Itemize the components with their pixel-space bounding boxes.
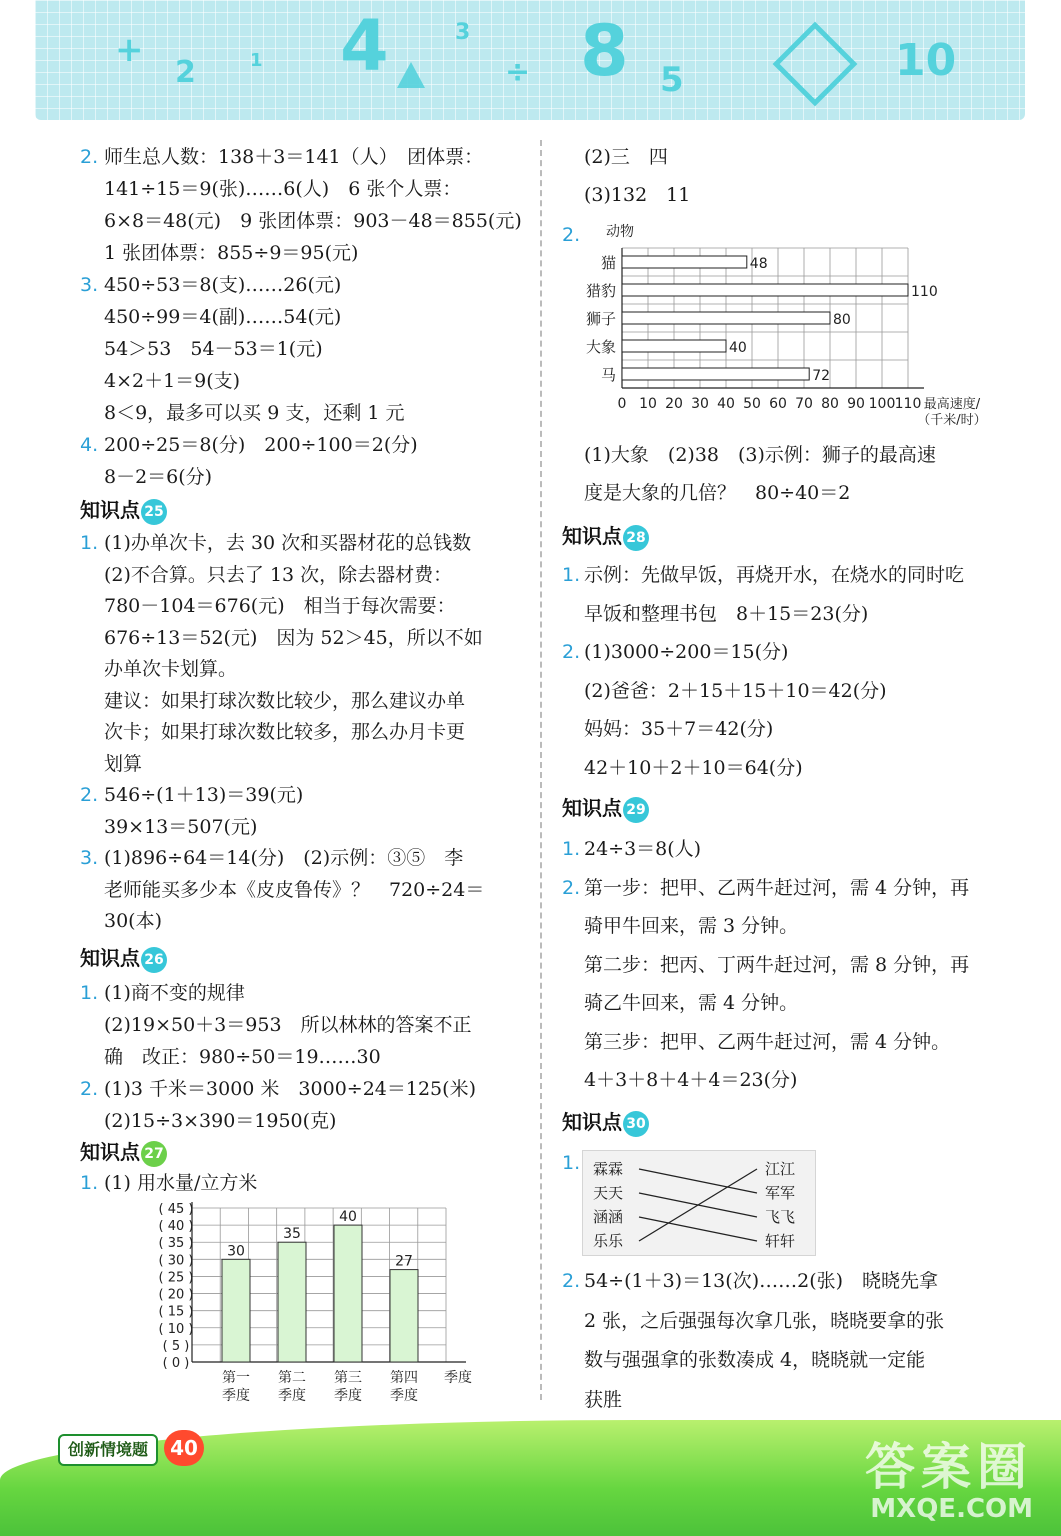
watermark bbox=[865, 1440, 1033, 1524]
answer-line: (1)大象 (2)38 (3)示例：狮子的最高速 bbox=[584, 444, 936, 466]
bar bbox=[622, 340, 726, 352]
match-right-4: 轩轩 bbox=[765, 1232, 796, 1250]
section-heading-label: 知识点 bbox=[562, 796, 622, 820]
match-right-1: 江江 bbox=[765, 1160, 796, 1178]
y-tick-label: ( 40 ) bbox=[158, 1219, 194, 1235]
answer-line: 450÷99＝4(副)……54(元) bbox=[104, 306, 342, 328]
answer-line: 度是大象的几倍？ 80÷40＝2 bbox=[584, 482, 851, 504]
x-tick-label: 0 bbox=[617, 396, 627, 412]
section-number-badge: 26 bbox=[141, 947, 167, 973]
y-tick-label: 猎豹 bbox=[585, 282, 616, 300]
answer-line: 42＋10＋2＋10＝64(分) bbox=[584, 756, 803, 779]
item-number: 2. bbox=[80, 146, 99, 168]
x-tick-label: 30 bbox=[691, 396, 709, 412]
section-heading bbox=[562, 522, 649, 551]
x-tick-label: 第三 bbox=[334, 1370, 362, 1386]
bar-value-label: 35 bbox=[283, 1226, 301, 1243]
item-number: 2. bbox=[80, 1078, 99, 1100]
y-tick-label: ( 25 ) bbox=[158, 1270, 194, 1286]
x-axis-label: 最高速度/ bbox=[923, 397, 981, 412]
bar-value-label: 30 bbox=[227, 1243, 245, 1260]
x-tick-label: 季度 bbox=[334, 1388, 362, 1404]
answer-line: 200÷25＝8(分) 200÷100＝2(分) bbox=[104, 434, 418, 456]
answer-line: 骑甲牛回来，需 3 分钟。 bbox=[584, 915, 799, 937]
section-heading-label: 知识点 bbox=[80, 946, 140, 970]
banner-triangle bbox=[397, 62, 425, 88]
bar bbox=[622, 256, 747, 268]
answer-line: 示例：先做早饭，再烧开水，在烧水的同时吃 bbox=[584, 564, 965, 586]
bar-value-label: 40 bbox=[729, 340, 747, 356]
answer-line: 39×13＝507(元) bbox=[104, 815, 258, 838]
answer-line: 骑乙牛回来，需 4 分钟。 bbox=[584, 992, 799, 1014]
item-number: 2. bbox=[80, 784, 99, 806]
item-number: 1. bbox=[80, 532, 99, 554]
bar bbox=[278, 1242, 306, 1362]
y-tick-label: ( 20 ) bbox=[158, 1287, 194, 1303]
x-tick-label: 110 bbox=[894, 396, 922, 412]
answer-line: (3)132 11 bbox=[584, 184, 691, 206]
bar bbox=[334, 1225, 362, 1362]
banner-digit: 2 bbox=[175, 55, 196, 90]
x-axis-label: 季度 bbox=[444, 1370, 472, 1386]
animal-speed-chart bbox=[582, 220, 1022, 435]
answer-line: (1)商不变的规律 bbox=[104, 982, 245, 1004]
x-tick-label: 第二 bbox=[278, 1370, 306, 1386]
item-number: 3. bbox=[80, 847, 99, 869]
bar-value-label: 40 bbox=[339, 1209, 357, 1226]
banner-digit: 1 bbox=[250, 50, 263, 71]
y-tick-label: 狮子 bbox=[585, 310, 616, 328]
answer-line: 确 改正：980÷50＝19……30 bbox=[104, 1046, 381, 1068]
match-lines bbox=[583, 1151, 815, 1255]
answer-line: 师生总人数：138＋3＝141（人） 团体票： bbox=[104, 146, 484, 168]
section-heading-label: 知识点 bbox=[80, 498, 140, 522]
item-number: 2. bbox=[562, 876, 581, 899]
answer-line: 54＞53 54－53＝1(元) bbox=[104, 338, 323, 360]
answer-line: 早饭和整理书包 8＋15＝23(分) bbox=[584, 602, 869, 625]
column-divider bbox=[540, 140, 542, 1400]
answer-line: (1)3000÷200＝15(分) bbox=[584, 641, 789, 663]
bar-value-label: 48 bbox=[749, 256, 768, 272]
answer-line: 次卡；如果打球次数比较多，那么办月卡更 bbox=[104, 721, 466, 743]
match-left-2: 天天 bbox=[593, 1184, 624, 1202]
answer-line: (1)3 千米＝3000 米 3000÷24＝125(米) bbox=[104, 1078, 476, 1100]
match-left-1: 霖霖 bbox=[593, 1160, 624, 1178]
section-heading bbox=[562, 794, 649, 823]
banner-diamond bbox=[773, 22, 858, 107]
answer-line: (2)不合算。只去了 13 次，除去器材费： bbox=[104, 563, 453, 586]
x-tick-label: 90 bbox=[847, 396, 865, 412]
match-left-3: 涵涵 bbox=[593, 1208, 624, 1226]
x-tick-label: 100 bbox=[868, 396, 896, 412]
y-tick-label: 猫 bbox=[600, 254, 616, 272]
item-number: 1. bbox=[80, 1172, 99, 1194]
x-tick-label: 80 bbox=[821, 396, 839, 412]
answer-line: 141÷15＝9(张)……6(人) 6 张个人票： bbox=[104, 178, 462, 200]
y-tick-label: ( 10 ) bbox=[158, 1321, 194, 1337]
banner-digit: 5 bbox=[660, 60, 684, 100]
y-tick-label: 马 bbox=[600, 366, 616, 384]
y-tick-label: ( 5 ) bbox=[162, 1338, 190, 1354]
match-right-2: 军军 bbox=[765, 1184, 796, 1202]
banner-digit: 10 bbox=[895, 35, 957, 86]
x-tick-label: 10 bbox=[639, 396, 657, 412]
item-number: 1. bbox=[562, 564, 581, 586]
page-number: 40 bbox=[164, 1430, 204, 1466]
answer-line: 8＜9，最多可以买 9 支，还剩 1 元 bbox=[104, 402, 405, 424]
item-number: 1. bbox=[80, 982, 99, 1004]
answer-line: 4×2＋1＝9(支) bbox=[104, 370, 241, 392]
section-heading-label: 知识点 bbox=[80, 1140, 140, 1164]
item-number: 4. bbox=[80, 434, 99, 456]
answer-line: 30(本) bbox=[104, 910, 163, 932]
bar bbox=[390, 1270, 418, 1362]
answer-line: (2)爸爸：2＋15＋15＋10＝42(分) bbox=[584, 679, 887, 702]
watermark-url: MXQE.COM bbox=[870, 1494, 1033, 1524]
x-tick-label: 40 bbox=[717, 396, 735, 412]
watermark-text: 答案圈 bbox=[865, 1438, 1033, 1496]
answer-line: (1)办单次卡，去 30 次和买器材花的总钱数 bbox=[104, 532, 472, 554]
y-tick-label: ( 0 ) bbox=[162, 1356, 190, 1371]
x-tick-label: 第一 bbox=[222, 1370, 250, 1386]
item-number: 3. bbox=[80, 274, 99, 296]
item-number: 1. bbox=[562, 838, 581, 860]
section-number-badge: 25 bbox=[141, 499, 167, 525]
section-number-badge: 27 bbox=[141, 1141, 167, 1167]
answer-line: 建议：如果打球次数比较少，那么建议办单 bbox=[104, 689, 466, 712]
bar-value-label: 80 bbox=[833, 312, 851, 328]
section-heading bbox=[562, 1108, 649, 1137]
answer-line: 450÷53＝8(支)……26(元) bbox=[104, 274, 342, 296]
y-tick-label: ( 45 ) bbox=[158, 1202, 194, 1217]
banner-digit: + bbox=[115, 30, 144, 70]
x-tick-label: 20 bbox=[665, 396, 683, 412]
item-number: 2. bbox=[562, 641, 581, 663]
x-tick-label: 70 bbox=[795, 396, 813, 412]
x-axis-label: （千米/时） bbox=[917, 413, 987, 428]
answer-line: 780－104＝676(元) 相当于每次需要： bbox=[104, 595, 456, 617]
answer-line: 8－2＝6(分) bbox=[104, 466, 213, 488]
banner-digit: 4 bbox=[340, 5, 389, 87]
answer-line: (2)19×50＋3＝953 所以林林的答案不正 bbox=[104, 1014, 472, 1036]
answer-line: 546÷(1＋13)＝39(元) bbox=[104, 784, 304, 806]
match-left-4: 乐乐 bbox=[593, 1232, 624, 1250]
section-heading bbox=[80, 1138, 167, 1167]
answer-line: 数与强强拿的张数凑成 4，晓晓就一定能 bbox=[584, 1349, 926, 1371]
answer-line: 划算 bbox=[104, 752, 143, 775]
answer-line: 老师能买多少本《皮皮鲁传》？ 720÷24＝ bbox=[104, 878, 485, 901]
y-axis-label: 动物 bbox=[606, 224, 634, 240]
answer-line: 妈妈：35＋7＝42(分) bbox=[584, 718, 774, 740]
section-heading bbox=[80, 944, 167, 973]
bar bbox=[622, 368, 809, 380]
x-tick-label: 60 bbox=[769, 396, 787, 412]
y-tick-label: ( 35 ) bbox=[158, 1236, 194, 1252]
header-banner bbox=[35, 0, 1025, 120]
section-heading-label: 知识点 bbox=[562, 1110, 622, 1134]
y-tick-label: ( 30 ) bbox=[158, 1253, 194, 1269]
x-tick-label: 第四 bbox=[390, 1370, 418, 1386]
answer-line: 4＋3＋8＋4＋4＝23(分) bbox=[584, 1069, 798, 1091]
answer-line: 第一步：把甲、乙两牛赶过河，需 4 分钟，再 bbox=[584, 876, 970, 899]
bar-value-label: 110 bbox=[911, 284, 938, 300]
y-tick-label: ( 15 ) bbox=[158, 1304, 194, 1320]
section-heading bbox=[80, 496, 167, 525]
section-number-badge: 30 bbox=[623, 1111, 649, 1137]
answer-line: (1) 用水量/立方米 bbox=[104, 1172, 258, 1194]
x-tick-label: 季度 bbox=[222, 1388, 250, 1404]
matching-diagram bbox=[582, 1150, 816, 1256]
item-number: 2. bbox=[562, 1270, 581, 1292]
match-right-3: 飞飞 bbox=[765, 1208, 796, 1226]
y-tick-label: 大象 bbox=[585, 338, 616, 356]
answer-line: 获胜 bbox=[584, 1388, 623, 1411]
banner-digit: 8 bbox=[580, 10, 629, 92]
footer-tag: 创新情境题 bbox=[58, 1434, 158, 1466]
answer-line: 24÷3＝8(人) bbox=[584, 838, 702, 860]
section-number-badge: 29 bbox=[623, 797, 649, 823]
banner-digit: 3 bbox=[455, 20, 471, 45]
answer-line: (2)15÷3×390＝1950(克) bbox=[104, 1110, 337, 1132]
bar bbox=[622, 312, 830, 324]
bar-value-label: 27 bbox=[395, 1253, 413, 1270]
x-tick-label: 50 bbox=[743, 396, 761, 412]
answer-line: (1)896÷64＝14(分) (2)示例：③⑤ 李 bbox=[104, 847, 464, 869]
answer-line: 办单次卡划算。 bbox=[104, 658, 238, 680]
section-number-badge: 28 bbox=[623, 525, 649, 551]
answer-line: 2 张，之后强强每次拿几张，晓晓要拿的张 bbox=[584, 1309, 945, 1332]
bar bbox=[222, 1259, 250, 1362]
answer-line: 1 张团体票：855÷9＝95(元) bbox=[104, 242, 359, 264]
water-usage-chart bbox=[130, 1192, 480, 1416]
x-tick-label: 季度 bbox=[278, 1388, 306, 1404]
matching-number: 1. bbox=[562, 1152, 581, 1174]
answer-line: 676÷13＝52(元) 因为 52＞45，所以不如 bbox=[104, 626, 483, 649]
answer-line: 第三步：把甲、乙两牛赶过河，需 4 分钟。 bbox=[584, 1030, 951, 1053]
bar-value-label: 72 bbox=[812, 368, 831, 384]
answer-line: 54÷(1＋3)＝13(次)……2(张) 晓晓先拿 bbox=[584, 1270, 939, 1292]
answer-line: 第二步：把丙、丁两牛赶过河，需 8 分钟，再 bbox=[584, 953, 970, 976]
section-heading-label: 知识点 bbox=[562, 524, 622, 548]
answer-line: (2)三 四 bbox=[584, 146, 668, 168]
x-tick-label: 季度 bbox=[390, 1388, 418, 1404]
banner-digit: ÷ bbox=[505, 55, 531, 90]
bar bbox=[622, 284, 908, 296]
answer-line: 6×8＝48(元) 9 张团体票：903－48＝855(元) bbox=[104, 210, 522, 232]
item-number: 2. bbox=[562, 224, 581, 246]
